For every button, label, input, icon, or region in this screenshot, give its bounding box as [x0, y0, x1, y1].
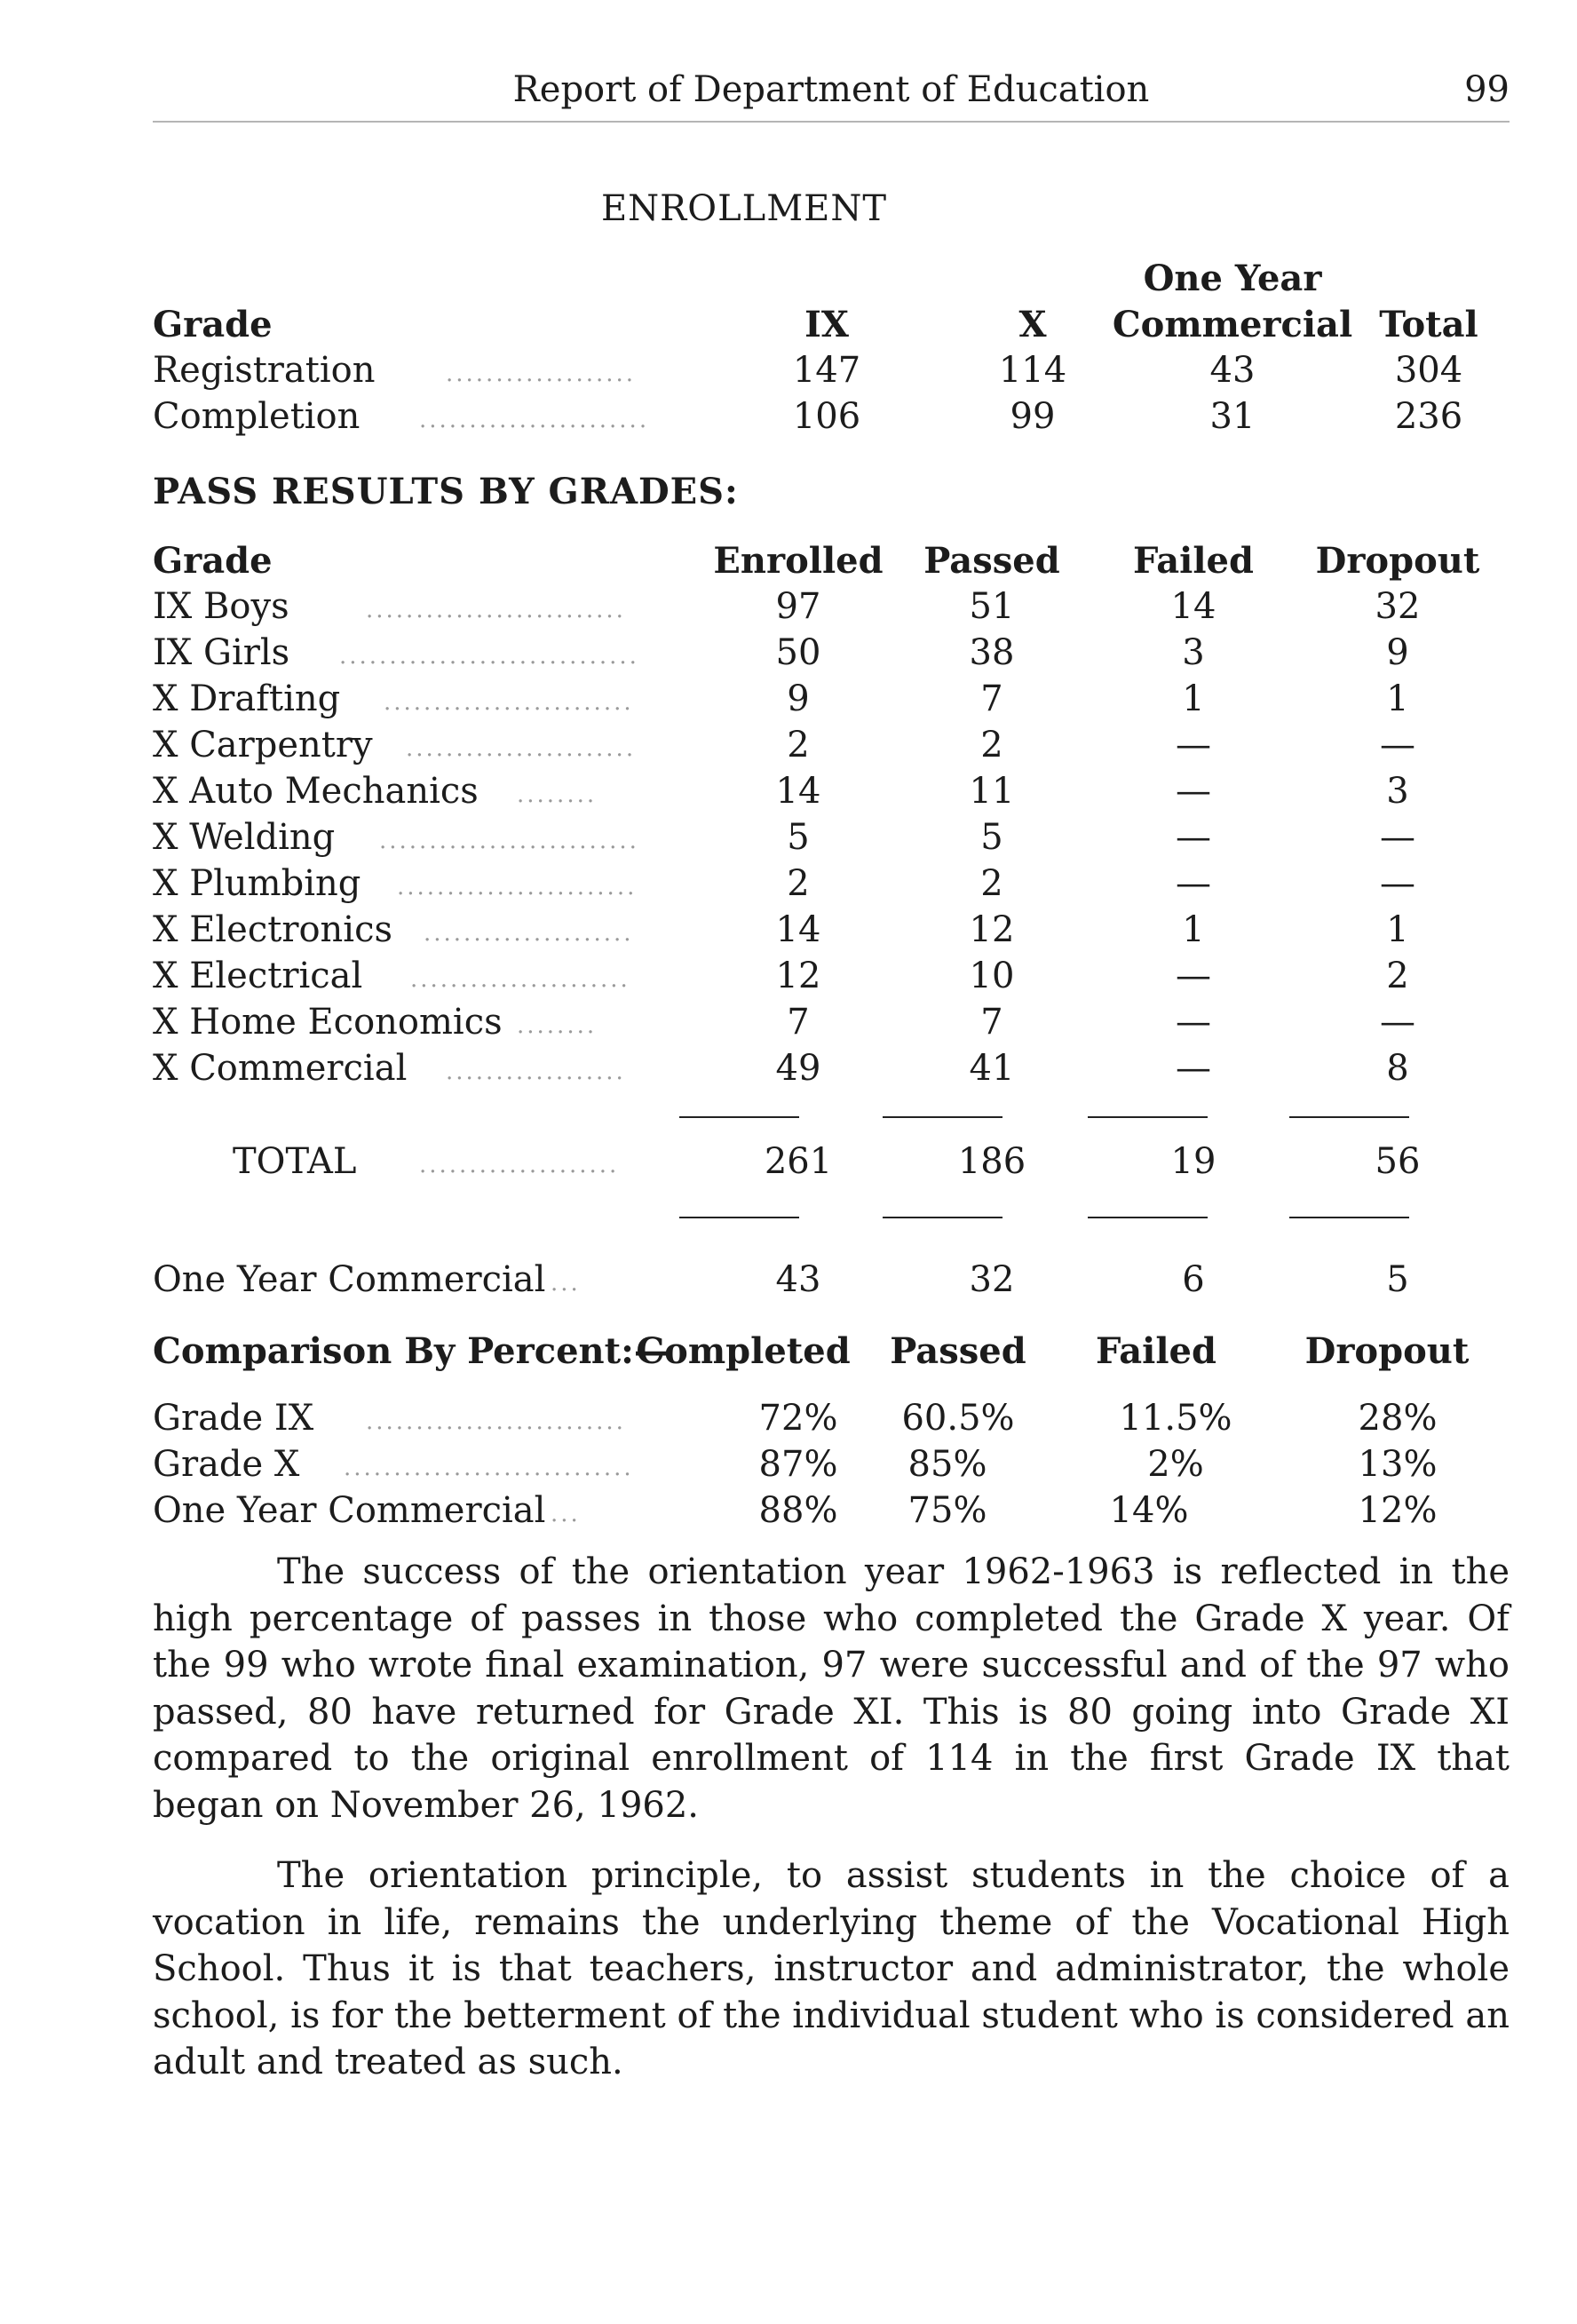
- total-rule: [1088, 1217, 1208, 1218]
- grade-label: IX Girls: [153, 632, 290, 673]
- cell-dropout: 32: [1375, 586, 1421, 627]
- pass-results-row: [153, 586, 1510, 632]
- dot-leader: ..........................: [366, 597, 626, 623]
- pass-results-row: [153, 956, 1510, 1002]
- cell-failed: 14: [1170, 586, 1216, 627]
- dot-leader: ...................: [446, 361, 637, 387]
- total-passed: 186: [957, 1141, 1026, 1182]
- col-header-enrolled: Enrolled: [713, 540, 884, 582]
- col-header-grade: Grade: [153, 540, 273, 582]
- cell-ix: 106: [792, 396, 861, 437]
- pass-results-row: [153, 725, 1510, 771]
- dot-leader: ..............................: [339, 643, 639, 670]
- pass-results-row: [153, 817, 1510, 863]
- grade-label: X Drafting: [153, 678, 341, 719]
- cell-dropout: 12%: [1358, 1490, 1438, 1531]
- cell-failed: —: [1176, 956, 1211, 996]
- col-header-one-year: One Year: [1143, 258, 1322, 299]
- dot-leader: .......................: [406, 735, 637, 762]
- pass-results-row: [153, 632, 1510, 678]
- cell-passed: 51: [969, 586, 1015, 627]
- cell-dropout: 1: [1386, 909, 1409, 950]
- enrollment-row: [153, 350, 1510, 396]
- cell-dropout: 13%: [1358, 1444, 1438, 1485]
- cell-passed: 32: [969, 1259, 1015, 1300]
- col-header-passed: Passed: [923, 540, 1060, 582]
- pass-results-heading: PASS RESULTS BY GRADES:: [153, 471, 739, 512]
- grade-label: X Carpentry: [153, 725, 373, 765]
- col-header-total: Total: [1379, 304, 1478, 345]
- page-number: 99: [1464, 69, 1510, 110]
- dot-leader: ........: [517, 1012, 598, 1039]
- cell-x: 99: [1010, 396, 1056, 437]
- cell-one-year: 31: [1209, 396, 1256, 437]
- enrollment-row-label: Completion: [153, 396, 361, 437]
- cell-dropout: —: [1380, 863, 1415, 904]
- running-title: Report of Department of Education: [512, 69, 1150, 110]
- cell-passed: 38: [969, 632, 1015, 673]
- cell-passed: 41: [969, 1048, 1015, 1089]
- pass-results-row: [153, 863, 1510, 909]
- total-rule: [1289, 1217, 1409, 1218]
- grade-label: IX Boys: [153, 586, 289, 627]
- grade-label: X Electronics: [153, 909, 393, 950]
- cell-enrolled: 9: [787, 678, 810, 719]
- cell-failed: —: [1176, 1002, 1211, 1043]
- cell-passed: 7: [980, 678, 1003, 719]
- col-header-commercial: Commercial: [1112, 304, 1353, 345]
- cell-completed: 72%: [758, 1398, 838, 1439]
- dot-leader: ...: [551, 1501, 581, 1527]
- running-header: [153, 64, 1510, 117]
- cell-enrolled: 2: [787, 863, 810, 904]
- comparison-header-row: [153, 1330, 1510, 1376]
- cell-completed: 88%: [758, 1490, 838, 1531]
- cell-enrolled: 2: [787, 725, 810, 765]
- grade-label: One Year Commercial: [153, 1259, 546, 1300]
- comparison-row: [153, 1398, 1510, 1444]
- cell-passed: 85%: [907, 1444, 987, 1485]
- cell-passed: 10: [969, 956, 1015, 996]
- dot-leader: ..........................: [366, 1408, 626, 1435]
- cell-passed: 2: [980, 863, 1003, 904]
- cell-enrolled: 14: [775, 771, 821, 812]
- paragraph-text: The orientation principle, to assist students in the choice of a vocation in life, remains the underlying theme of the Vocational High School. Thus it is that teachers, instructor and administrator, the whole school, is for the betterment of the individual student who is considered an adult and treated as such.: [153, 1855, 1510, 2082]
- pass-results-row: [153, 909, 1510, 956]
- cell-dropout: 5: [1386, 1259, 1409, 1300]
- col-header-failed: Failed: [1096, 1330, 1216, 1372]
- grade-label: X Home Economics: [153, 1002, 503, 1043]
- cell-failed: —: [1176, 817, 1211, 858]
- col-header-ix: IX: [804, 304, 849, 345]
- pass-results-row: [153, 1048, 1510, 1094]
- cell-passed: 2: [980, 725, 1003, 765]
- cell-failed: 3: [1182, 632, 1205, 673]
- cell-enrolled: 49: [775, 1048, 821, 1089]
- cell-one-year: 43: [1209, 350, 1256, 391]
- enrollment-row: [153, 396, 1510, 442]
- cell-passed: 7: [980, 1002, 1003, 1043]
- col-header-passed: Passed: [890, 1330, 1026, 1372]
- pass-results-row: [153, 771, 1510, 817]
- comparison-heading: Comparison By Percent:—: [153, 1330, 670, 1372]
- total-rule: [679, 1116, 799, 1118]
- dot-leader: .............................: [344, 1455, 634, 1481]
- cell-dropout: 8: [1386, 1048, 1409, 1089]
- cell-enrolled: 50: [775, 632, 821, 673]
- cell-failed: 6: [1182, 1259, 1205, 1300]
- cell-passed: 60.5%: [901, 1398, 1015, 1439]
- cell-failed: 14%: [1109, 1490, 1189, 1531]
- grade-label: X Auto Mechanics: [153, 771, 479, 812]
- cell-dropout: —: [1380, 1002, 1415, 1043]
- cell-dropout: 1: [1386, 678, 1409, 719]
- cell-dropout: —: [1380, 817, 1415, 858]
- cell-total: 304: [1394, 350, 1463, 391]
- comparison-row: [153, 1490, 1510, 1536]
- cell-x: 114: [998, 350, 1067, 391]
- cell-failed: 2%: [1147, 1444, 1204, 1485]
- cell-enrolled: 12: [775, 956, 821, 996]
- dot-leader: ....................: [419, 1152, 620, 1178]
- header-rule: [153, 121, 1510, 123]
- pass-results-row: [153, 678, 1510, 725]
- dot-leader: ......................: [410, 966, 630, 993]
- cell-completed: 87%: [758, 1444, 838, 1485]
- cell-passed: 11: [969, 771, 1015, 812]
- total-failed: 19: [1170, 1141, 1216, 1182]
- body-paragraph: [153, 1852, 1510, 2086]
- total-rule: [883, 1116, 1002, 1118]
- enrollment-row-label: Registration: [153, 350, 376, 391]
- cell-failed: 11.5%: [1119, 1398, 1232, 1439]
- col-header-completed: Completed: [636, 1330, 851, 1372]
- col-header-dropout: Dropout: [1304, 1330, 1470, 1372]
- col-header-x: X: [1018, 304, 1047, 345]
- cell-enrolled: 14: [775, 909, 821, 950]
- total-enrolled: 261: [764, 1141, 833, 1182]
- cell-failed: —: [1176, 771, 1211, 812]
- pass-results-one-year-row: [153, 1259, 1510, 1305]
- grade-label: X Plumbing: [153, 863, 361, 904]
- cell-failed: —: [1176, 863, 1211, 904]
- dot-leader: .......................: [419, 407, 650, 433]
- dot-leader: ...: [551, 1270, 581, 1297]
- enrollment-heading: ENROLLMENT: [600, 188, 888, 229]
- cell-ix: 147: [792, 350, 861, 391]
- enrollment-header-top: [153, 258, 1510, 304]
- cell-enrolled: 7: [787, 1002, 810, 1043]
- dot-leader: .....................: [424, 920, 634, 947]
- total-rule: [679, 1217, 799, 1218]
- cell-failed: —: [1176, 1048, 1211, 1089]
- total-rule: [883, 1217, 1002, 1218]
- col-header-grade: Grade: [153, 304, 273, 345]
- col-header-failed: Failed: [1133, 540, 1254, 582]
- cell-dropout: —: [1380, 725, 1415, 765]
- cell-dropout: 28%: [1358, 1398, 1438, 1439]
- total-label: TOTAL: [233, 1141, 357, 1182]
- pass-results-total-row: [153, 1141, 1510, 1187]
- dot-leader: ........................: [397, 874, 638, 900]
- cell-passed: 5: [980, 817, 1003, 858]
- dot-leader: .........................: [384, 689, 634, 716]
- total-rule: [1088, 1116, 1208, 1118]
- cell-dropout: 3: [1386, 771, 1409, 812]
- dot-leader: ..........................: [379, 828, 639, 854]
- col-header-dropout: Dropout: [1315, 540, 1480, 582]
- grade-label: X Welding: [153, 817, 336, 858]
- comparison-row: [153, 1444, 1510, 1490]
- grade-label: X Electrical: [153, 956, 363, 996]
- comparison-label: One Year Commercial: [153, 1490, 546, 1531]
- cell-failed: 1: [1182, 909, 1205, 950]
- enrollment-header-row: [153, 304, 1510, 350]
- grade-label: X Commercial: [153, 1048, 408, 1089]
- cell-enrolled: 97: [775, 586, 821, 627]
- comparison-label: Grade IX: [153, 1398, 314, 1439]
- total-dropout: 56: [1375, 1141, 1421, 1182]
- pass-results-row: [153, 1002, 1510, 1048]
- comparison-label: Grade X: [153, 1444, 300, 1485]
- cell-failed: —: [1176, 725, 1211, 765]
- total-rule: [1289, 1116, 1409, 1118]
- cell-enrolled: 5: [787, 817, 810, 858]
- cell-total: 236: [1394, 396, 1463, 437]
- cell-dropout: 2: [1386, 956, 1409, 996]
- dot-leader: ..................: [446, 1059, 626, 1085]
- cell-passed: 12: [969, 909, 1015, 950]
- cell-passed: 75%: [907, 1490, 987, 1531]
- cell-dropout: 9: [1386, 632, 1409, 673]
- body-paragraph: [153, 1549, 1510, 1828]
- dot-leader: ........: [517, 781, 598, 808]
- cell-failed: 1: [1182, 678, 1205, 719]
- paragraph-text: The success of the orientation year 1962-1963 is reflected in the high percentage of passes in those who completed the Grade X year. Of the 99 who wrote final examination, 97 were successful and of the 97 who passed, 80 have returned for Grade XI. This is 80 going into Grade XI compared to the original enrollment of 114 in the first Grade IX that began on November 26, 1962.: [153, 1551, 1510, 1826]
- cell-enrolled: 43: [775, 1259, 821, 1300]
- pass-results-header-row: [153, 540, 1510, 586]
